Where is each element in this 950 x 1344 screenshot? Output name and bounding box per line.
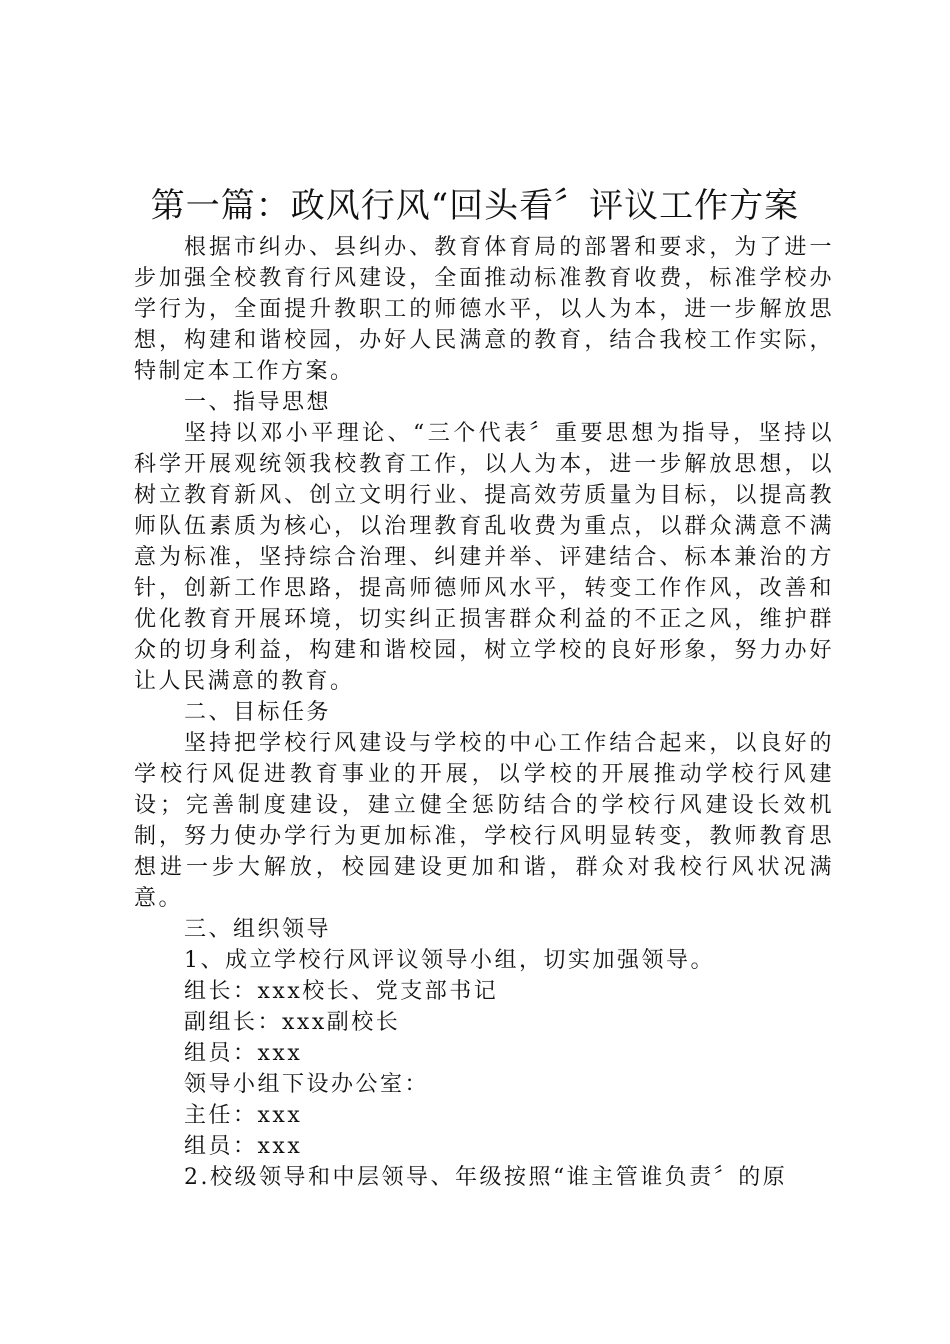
document-title: 第一篇：政风行风“回头看〞评议工作方案	[150, 186, 800, 226]
section-heading-organization: 三、组织领导	[184, 917, 332, 942]
goals-paragraph: 坚持把学校行风建设与学校的中心工作结合起来，以良好的学校行风促进教育事业的开展，以学校的开展推动学校行风建设；完善制度建设，建立健全惩防结合的学校行风建设长效机制，努力使办学行为更加标准，学校行风明显转变，教师教育思想进一步大解放，校园建设更加和谐，群众对我校行风状况满意。	[134, 731, 834, 911]
organization-item-2: 2.校级领导和中层领导、年级按照“谁主管谁负责〞的原	[184, 1165, 788, 1190]
section-heading-guiding-thought: 一、指导思想	[184, 390, 332, 415]
guiding-thought-paragraph: 坚持以邓小平理论、“三个代表〞重要思想为指导，坚持以科学开展观统领我校教育工作，以人为本，进一步解放思想，以树立教育新风、创立文明行业、提高效劳质量为目标，以提高教师队伍素质为核心，以治理教育乱收费为重点，以群众满意不满意为标准，坚持综合治理、纠建并举、评建结合、标本兼治的方针，创新工作思路，提高师德师风水平，转变工作作风，改善和优化教育开展环境，切实纠正损害群众利益的不正之风，维护群众的切身利益，构建和谐校园，树立学校的良好形象，努力办好让人民满意的教育。	[134, 421, 834, 694]
office-line: 领导小组下设办公室：	[184, 1072, 430, 1097]
section-heading-goals: 二、目标任务	[184, 700, 332, 725]
deputy-leader-line: 副组长：xxx副校长	[184, 1010, 401, 1035]
intro-paragraph: 根据市纠办、县纠办、教育体育局的部署和要求，为了进一步加强全校教育行风建设，全面推动标准教育收费，标准学校办学行为，全面提升教职工的师德水平，以人为本，进一步解放思想，构建和谐校园，办好人民满意的教育，结合我校工作实际，特制定本工作方案。	[134, 235, 834, 384]
document-body	[134, 232, 834, 1193]
members-line: 组员：xxx	[184, 1041, 303, 1066]
office-members-line: 组员：xxx	[184, 1134, 303, 1159]
director-line: 主任：xxx	[184, 1103, 303, 1128]
organization-item-1: 1、成立学校行风评议领导小组，切实加强领导。	[184, 948, 715, 973]
leader-line: 组长：xxx校长、党支部书记	[184, 979, 499, 1004]
